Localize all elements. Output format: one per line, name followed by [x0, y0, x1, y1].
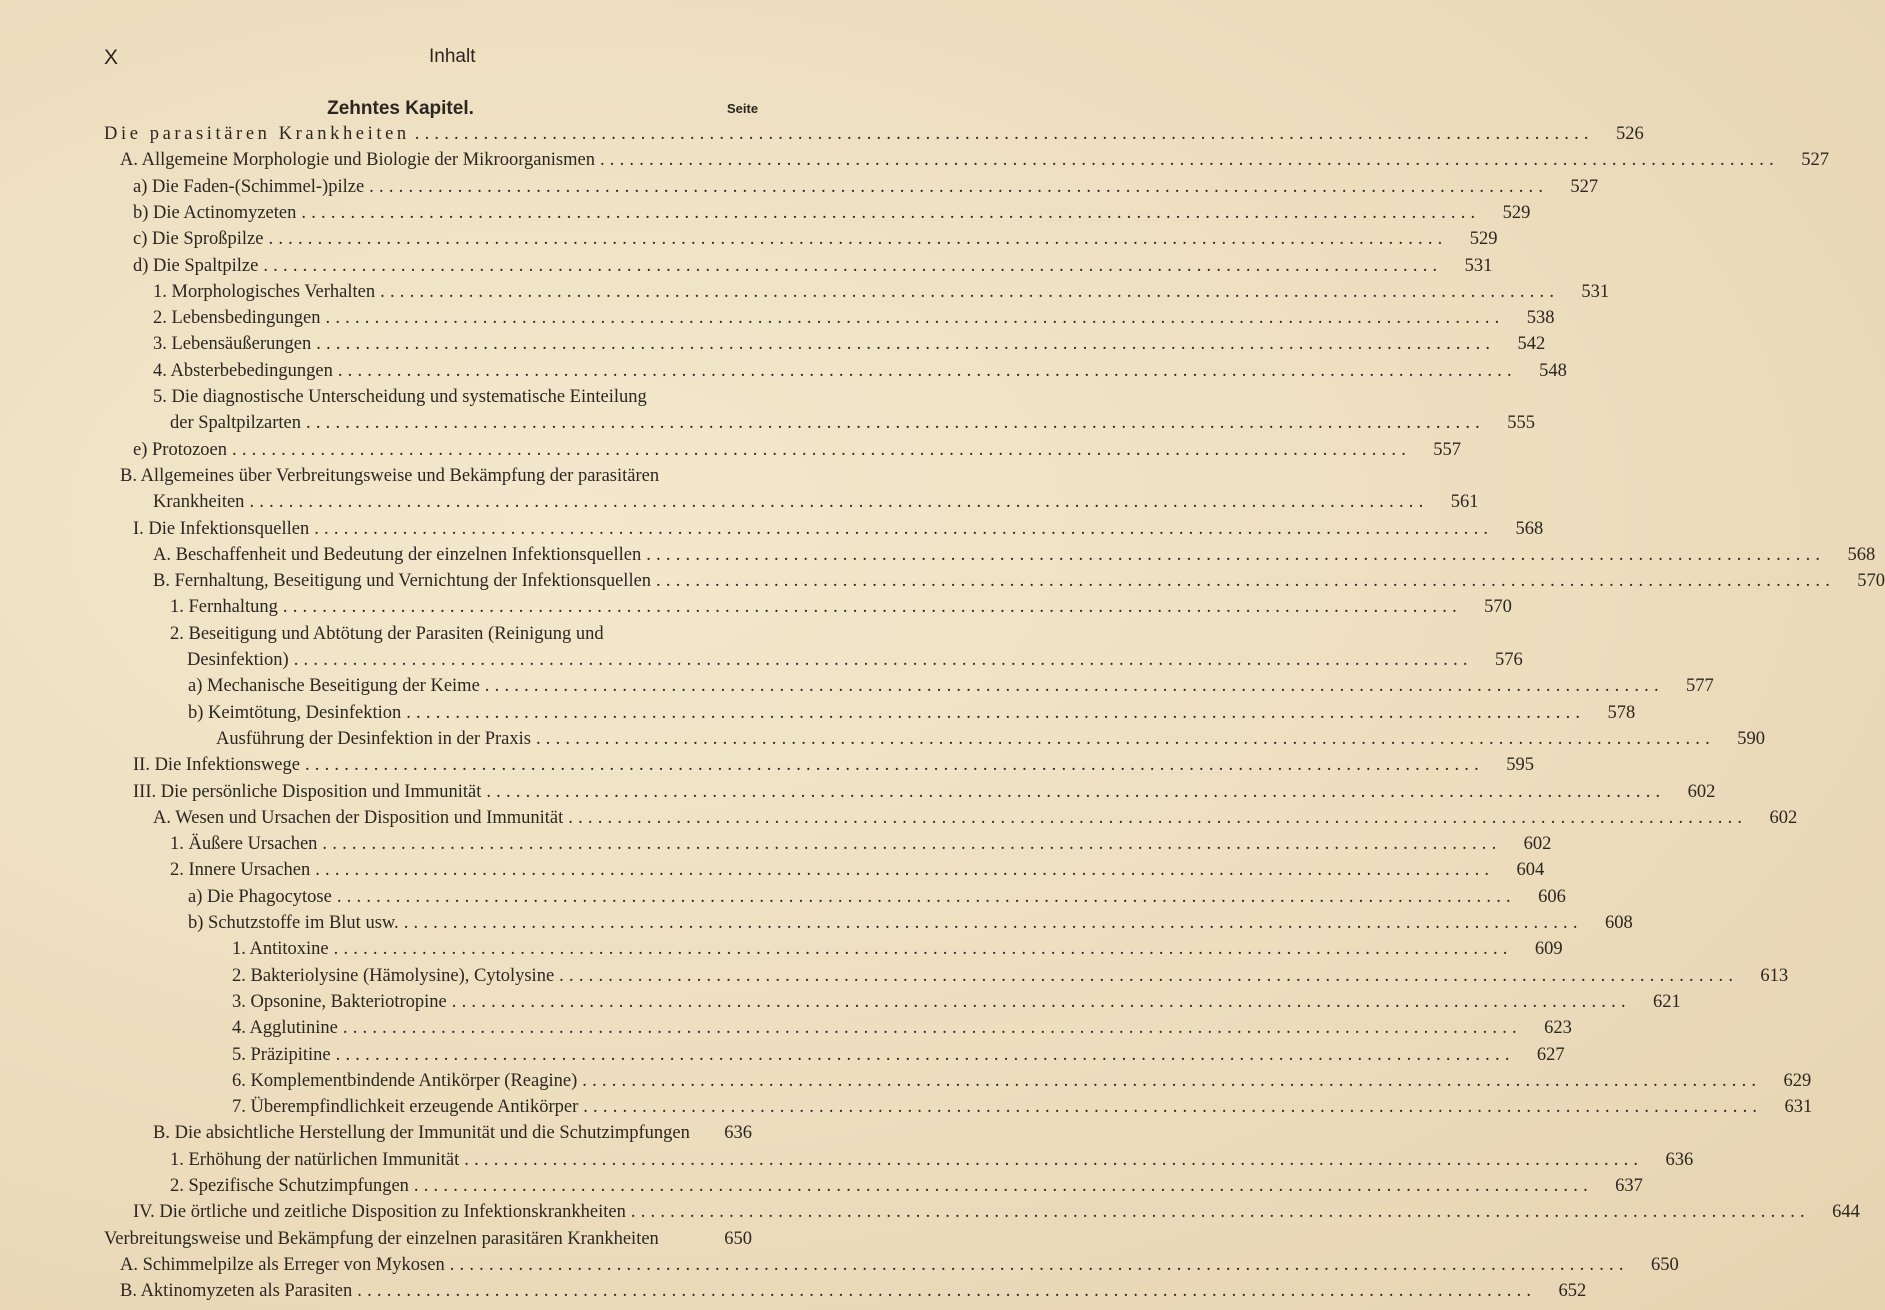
toc-entry-page: 613	[1760, 965, 1789, 986]
toc-entry	[153, 489, 1479, 515]
toc-entry-page: 531	[1464, 255, 1493, 276]
toc-entry-title: e) Protozoen	[133, 439, 228, 460]
toc-entry	[170, 1173, 1643, 1199]
toc-entry	[187, 647, 1523, 673]
toc-entry-title: 1. Morphologisches Verhalten	[153, 281, 376, 302]
toc-leader-dots: ........................................................................................................................	[357, 1281, 1537, 1302]
toc-leader-dots: ........................................................................................................................	[315, 860, 1495, 881]
toc-entry-page: 570	[1484, 597, 1512, 618]
toc-entry-page: 578	[1607, 702, 1636, 723]
toc-leader-dots: ........................................................................................................................	[630, 1202, 1810, 1223]
toc-entry-page: 627	[1536, 1044, 1565, 1065]
toc-entry-page: 570	[1857, 571, 1885, 592]
toc-entry-title: d) Die Spaltpilze	[133, 255, 259, 276]
toc-leader-dots: ........................................................................................................................	[342, 1018, 1522, 1039]
toc-entry-page: 602	[1687, 781, 1716, 802]
toc-entry-title: Desinfektion)	[187, 650, 289, 670]
toc-entry-title: 1. Antitoxine	[232, 939, 329, 960]
toc-entry-page: 529	[1469, 229, 1498, 250]
toc-entry-title: c) Die Sproßpilze	[133, 229, 264, 250]
toc-leader-dots: ........................................................................................................................	[333, 939, 1513, 960]
toc-leader-dots: ........................................................................................................................	[369, 176, 1549, 197]
toc-leader-dots: ........................................................................................................................	[451, 991, 1631, 1012]
toc-leader-dots: ........................................................................................................................	[232, 439, 1412, 460]
toc-entry-page: 527	[1801, 150, 1829, 171]
page-column-label: Seite	[727, 101, 759, 116]
toc-entry-page: 577	[1686, 676, 1714, 697]
running-title: Inhalt	[429, 46, 476, 67]
toc-entry-page: 529	[1502, 202, 1531, 223]
toc-entry-page: 527	[1570, 176, 1599, 197]
toc-entry-page: 636	[724, 1123, 752, 1144]
toc-entry-title: Krankheiten	[153, 492, 245, 513]
toc-entry	[133, 516, 1544, 542]
toc-entry-page: 644	[1832, 1202, 1860, 1223]
toc-entry	[153, 568, 1885, 594]
toc-entry-title: B. Die absichtliche Herstellung der Immunität und die Schutzimpfungen	[153, 1123, 690, 1144]
toc-entry	[232, 989, 1681, 1015]
toc-entry	[133, 752, 1534, 778]
toc-entry	[104, 121, 1644, 147]
toc-leader-dots: ........................................................................................................................	[249, 492, 1429, 513]
toc-leader-dots: ........................................................................................................................	[304, 755, 1484, 776]
toc-entry-title: 4. Absterbebedingungen	[153, 360, 333, 381]
toc-leader-dots: ........................................................................................................................	[535, 728, 1715, 749]
toc-leader-dots: ........................................................................................................................	[306, 413, 1485, 434]
toc-entry-page: 606	[1538, 886, 1566, 907]
toc-entry-page: 629	[1783, 1070, 1812, 1091]
toc-entry-page: 561	[1450, 492, 1479, 513]
toc-entry-page: 555	[1507, 413, 1535, 434]
toc-leader-dots: ........................................................................................................................	[414, 124, 1594, 144]
toc-entry-page: 608	[1604, 913, 1633, 933]
toc-entry	[153, 305, 1555, 331]
toc-leader-dots: ........................................................................................................................	[583, 1097, 1763, 1118]
toc-leader-dots: ........................................................................................................................	[335, 1044, 1515, 1065]
toc-entry-page: 621	[1653, 991, 1681, 1012]
toc-entry-title: 1. Äußere Ursachen	[170, 834, 318, 855]
toc-entry-page: 631	[1784, 1097, 1813, 1118]
toc-entry-title: 2. Innere Ursachen	[170, 860, 311, 881]
toc-entry	[170, 594, 1512, 620]
toc-entry-page: 590	[1737, 728, 1765, 749]
toc-entry-title: b) Schutzstoffe im Blut usw.	[188, 913, 399, 933]
toc-leader-dots: ........................................................................................................................	[314, 518, 1494, 539]
toc-entry	[153, 331, 1546, 357]
toc-entry-title: I. Die Infektionsquellen	[133, 518, 310, 539]
toc-entry	[153, 358, 1567, 384]
toc-entry	[120, 147, 1829, 173]
toc-entry	[133, 200, 1531, 226]
toc-leader-dots: ........................................................................................................................	[656, 571, 1836, 592]
toc-entry-title: 7. Überempfindlichkeit erzeugende Antikörper	[232, 1097, 579, 1118]
toc-entry	[133, 253, 1493, 279]
toc-leader-dots	[659, 1226, 702, 1252]
toc-entry-title: B. Aktinomyzeten als Parasiten	[120, 1281, 353, 1302]
toc-entry-title: 2. Spezifische Schutzimpfungen	[170, 1176, 409, 1196]
toc-entry-page: 602	[1523, 834, 1552, 855]
toc-leader-dots: ........................................................................................................................	[559, 965, 1739, 986]
toc-entry-page: 602	[1769, 807, 1798, 828]
toc-entry-page: 531	[1581, 281, 1610, 302]
toc-entry-title: B. Allgemeines über Verbreitungsweise und Bekämpfung der parasitären	[120, 465, 660, 486]
toc-entry	[232, 936, 1563, 962]
toc-entry-page: 650	[1650, 1254, 1679, 1275]
toc-leader-dots: ........................................................................................................................	[293, 650, 1473, 670]
toc-entry-page: 604	[1516, 860, 1545, 881]
toc-entry-title: b) Die Actinomyzeten	[133, 202, 297, 223]
toc-leader-dots: ........................................................................................................................	[449, 1254, 1629, 1275]
toc-leader-dots: ........................................................................................................................	[646, 544, 1826, 565]
toc-entry-page: 637	[1615, 1176, 1643, 1196]
toc-entry-title: Ausführung der Desinfektion in der Praxis	[216, 728, 531, 749]
toc-entry	[133, 226, 1498, 252]
toc-entry-title: 4. Agglutinine	[232, 1018, 338, 1039]
toc-leader-dots: ........................................................................................................................	[337, 360, 1517, 381]
toc-entry	[232, 1042, 1565, 1068]
toc-entry-page: 568	[1847, 544, 1876, 565]
toc-leader-dots: ........................................................................................................................	[336, 886, 1516, 907]
toc-leader-dots: ........................................................................................................................	[268, 229, 1448, 250]
toc-entry-page: 548	[1539, 360, 1567, 381]
toc-entry-page: 526	[1616, 124, 1644, 144]
toc-entry-page: 557	[1433, 439, 1462, 460]
toc-entry	[153, 542, 1876, 568]
toc-entry	[153, 384, 752, 410]
toc-entry	[153, 1120, 752, 1146]
toc-entry-title: III. Die persönliche Disposition und Immunität	[133, 781, 482, 802]
toc-leader-dots: ........................................................................................................................	[403, 913, 1583, 933]
toc-entry-title: 2. Beseitigung und Abtötung der Parasiten (Reinigung und	[170, 623, 604, 644]
toc-leader-dots: ........................................................................................................................	[316, 334, 1496, 355]
toc-entry-title: 6. Komplementbindende Antikörper (Reagine)	[232, 1070, 578, 1091]
toc-entry-title: A. Wesen und Ursachen der Disposition und Immunität	[153, 807, 564, 828]
toc-entry-page: 623	[1544, 1018, 1572, 1039]
toc-entry-title: IV. Die örtliche und zeitliche Disposition zu Infektionskrankheiten	[133, 1202, 626, 1223]
toc-entry	[170, 857, 1545, 883]
toc-entry	[232, 1015, 1572, 1041]
toc-leader-dots: ........................................................................................................................	[282, 597, 1462, 618]
toc-entry-title: II. Die Infektionswege	[133, 755, 300, 776]
toc-leader-dots: ........................................................................................................................	[582, 1070, 1762, 1091]
toc-entry-title: der Spaltpilzarten	[170, 413, 301, 434]
toc-leader-dots: ........................................................................................................................	[486, 781, 1666, 802]
toc-leader-dots: ........................................................................................................................	[301, 202, 1481, 223]
toc-entry-page: 538	[1526, 308, 1555, 329]
toc-entry-title: Verbreitungsweise und Bekämpfung der einzelnen parasitären Krankheiten	[104, 1228, 659, 1249]
toc-entry-page: 595	[1506, 755, 1534, 776]
toc-entry-title: a) Mechanische Beseitigung der Keime	[188, 676, 480, 697]
page-number: X	[104, 46, 119, 69]
toc-leader-dots: ........................................................................................................................	[263, 255, 1443, 276]
toc-entry	[188, 884, 1566, 910]
toc-entry	[216, 726, 1765, 752]
toc-entry-title: 1. Fernhaltung	[170, 597, 278, 618]
toc-entry-title: 3. Opsonine, Bakteriotropine	[232, 991, 447, 1012]
toc-leader-dots: ........................................................................................................................	[413, 1176, 1593, 1196]
toc-entry	[153, 279, 1610, 305]
toc-entry	[104, 1226, 752, 1252]
toc-entry	[188, 910, 1633, 936]
toc-entry-title: b) Keimtötung, Desinfektion	[188, 702, 402, 723]
toc-entry-title: 5. Die diagnostische Unterscheidung und systematische Einteilung	[153, 387, 647, 407]
toc-entry-title: A. Allgemeine Morphologie und Biologie der Mikroorganismen	[120, 150, 595, 171]
toc-leader-dots: ........................................................................................................................	[464, 1149, 1644, 1170]
toc-entry-page: 636	[1665, 1149, 1694, 1170]
toc-entry	[120, 1278, 1587, 1304]
toc-leader-dots: ........................................................................................................................	[325, 308, 1505, 329]
toc-entry	[133, 779, 1716, 805]
toc-leader-dots: ........................................................................................................................	[484, 676, 1664, 697]
toc-entry	[232, 963, 1789, 989]
toc-entry-page: 576	[1494, 650, 1523, 670]
toc-entry-title: 2. Lebensbedingungen	[153, 308, 321, 329]
toc-entry-title: Die parasitären Krankheiten	[104, 124, 410, 144]
toc-entry	[188, 673, 1714, 699]
toc-entry-title: 1. Erhöhung der natürlichen Immunität	[170, 1149, 460, 1170]
toc-entry	[120, 463, 752, 489]
toc-entry-page: 652	[1558, 1281, 1587, 1302]
toc-entry	[188, 700, 1636, 726]
toc-entry-title: a) Die Phagocytose	[188, 886, 332, 907]
toc-entry-page: 609	[1534, 939, 1563, 960]
toc-entry	[120, 1252, 1679, 1278]
toc-entry	[153, 805, 1798, 831]
toc-entry	[133, 1199, 1860, 1225]
toc-entry	[232, 1094, 1813, 1120]
toc-entry-title: 5. Präzipitine	[232, 1044, 331, 1065]
toc-leader-dots: ........................................................................................................................	[406, 702, 1586, 723]
toc-entry	[170, 831, 1552, 857]
toc-entry-title: B. Fernhaltung, Beseitigung und Vernichtung der Infektionsquellen	[153, 571, 652, 592]
toc-entry-title: A. Schimmelpilze als Erreger von Mykosen	[120, 1254, 445, 1275]
toc-leader-dots	[690, 1120, 702, 1146]
toc-entry	[133, 437, 1462, 463]
toc-entry-title: 3. Lebensäußerungen	[153, 334, 312, 355]
toc-entry-title: A. Beschaffenheit und Bedeutung der einzelnen Infektionsquellen	[153, 544, 642, 565]
toc-entry	[170, 1147, 1694, 1173]
toc-entry	[232, 1068, 1812, 1094]
toc-entry-page: 650	[724, 1228, 752, 1249]
toc-entry-page: 542	[1517, 334, 1546, 355]
toc-leader-dots: ........................................................................................................................	[380, 281, 1560, 302]
toc-leader-dots: ........................................................................................................................	[599, 150, 1779, 171]
toc-entry	[133, 174, 1599, 200]
toc-entry	[170, 621, 752, 647]
chapter-title: Zehntes Kapitel.	[327, 98, 474, 119]
toc-entry	[170, 410, 1535, 436]
toc-entry-page: 568	[1515, 518, 1544, 539]
toc-leader-dots: ........................................................................................................................	[322, 834, 1502, 855]
toc-leader-dots: ........................................................................................................................	[568, 807, 1748, 828]
toc-entry-title: 2. Bakteriolysine (Hämolysine), Cytolysine	[232, 965, 555, 986]
toc-entry-title: a) Die Faden-(Schimmel-)pilze	[133, 176, 365, 197]
